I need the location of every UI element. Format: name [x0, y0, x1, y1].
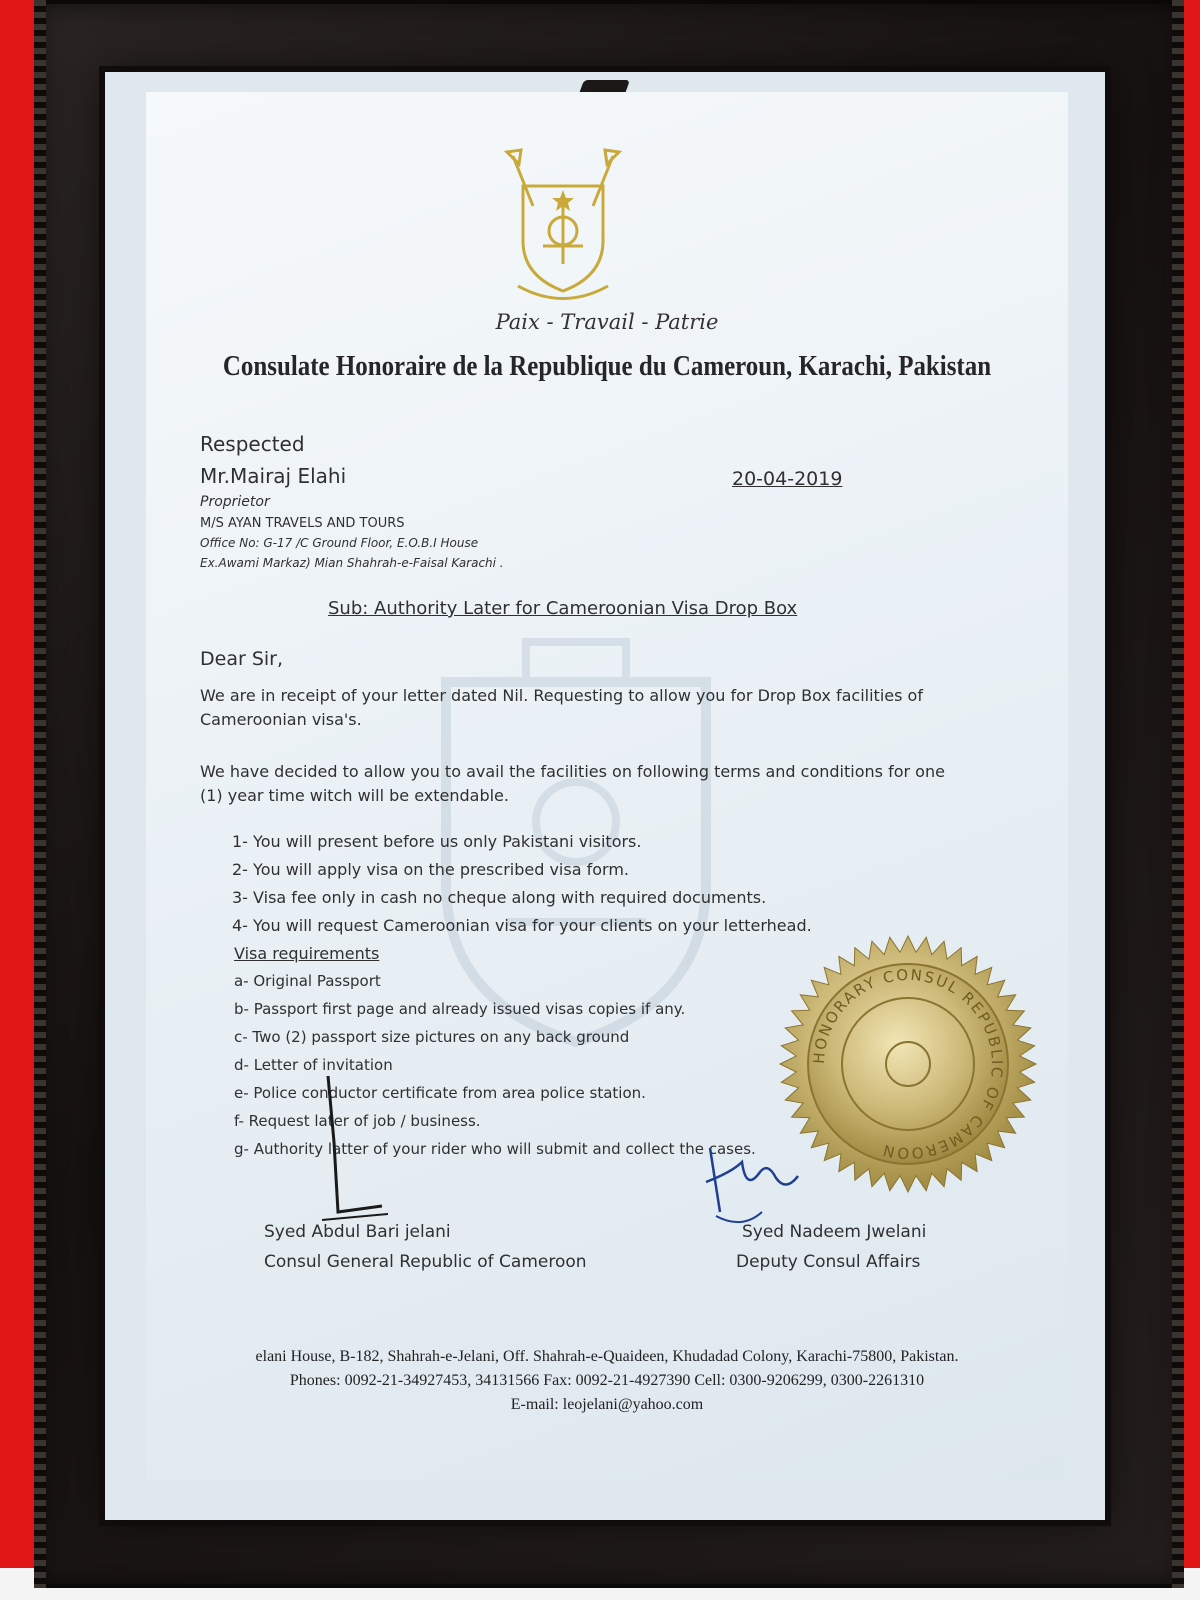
paragraph-2-line-1: We have decided to allow you to avail the facilities on following terms and conditions for one: [200, 762, 945, 781]
paragraph-1-line-2: Cameroonian visa's.: [200, 710, 362, 729]
footer-phones: Phones: 0092-21-34927453, 34131566 Fax: 0092-21-4927390 Cell: 0300-9206299, 0300-2261310: [289, 1372, 925, 1389]
requirements-heading: Visa requirements: [234, 944, 380, 963]
letter-paper: [146, 92, 1068, 1480]
left-signature: [312, 1072, 392, 1232]
greeting: Dear Sir,: [200, 648, 284, 670]
right-signatory-name: Syed Nadeem Jwelani: [742, 1222, 927, 1242]
right-signature: [702, 1142, 812, 1232]
letter-date: 20-04-2019: [732, 468, 843, 490]
left-signatory-name: Syed Abdul Bari jelani: [264, 1222, 451, 1242]
letterhead-motto: Paix - Travail - Patrie: [495, 310, 719, 334]
letterhead-title: Consulate Honoraire de la Republique du Cameroun, Karachi, Pakistan: [222, 350, 992, 382]
seal-text: HONORARY CONSUL REPUBLIC OF CAMEROON: [809, 965, 1007, 1163]
footer-email: E-mail: leojelani@yahoo.com: [510, 1396, 704, 1413]
requirement-item: c- Two (2) passport size pictures on any back ground: [234, 1028, 630, 1046]
requirement-item: d- Letter of invitation: [234, 1056, 393, 1074]
right-signatory-title: Deputy Consul Affairs: [736, 1252, 921, 1272]
requirement-item: a- Original Passport: [234, 972, 381, 990]
recipient-address-line2: Ex.Awami Markaz) Mian Shahrah-e-Faisal Karachi .: [200, 556, 504, 570]
footer-address: elani House, B-182, Shahrah-e-Jelani, Off. Shahrah-e-Quaideen, Khudadad Colony, Karachi-75800, Pakistan.: [255, 1348, 959, 1365]
salutation-respected: Respected: [200, 432, 305, 456]
paragraph-2-line-2: (1) year time witch will be extendable.: [200, 786, 509, 805]
requirement-item: e- Police conductor certificate from area police station.: [234, 1084, 646, 1102]
coat-of-arms-emblem: [503, 146, 623, 306]
left-signatory-title: Consul General Republic of Cameroon: [264, 1252, 587, 1272]
recipient-name: Mr.Mairaj Elahi: [200, 464, 347, 488]
consulate-gold-seal: [776, 932, 1040, 1196]
letter-subject: Sub: Authority Later for Cameroonian Visa Drop Box: [328, 598, 798, 619]
recipient-company: M/S AYAN TRAVELS AND TOURS: [200, 516, 405, 531]
requirement-item: g- Authority latter of your rider who will submit and collect the cases.: [234, 1140, 756, 1158]
term-item: 4- You will request Cameroonian visa for your clients on your letterhead.: [232, 916, 812, 935]
term-item: 3- Visa fee only in cash no cheque along with required documents.: [232, 888, 767, 907]
recipient-address-line1: Office No: G-17 /C Ground Floor, E.O.B.I House: [200, 536, 479, 550]
recipient-role: Proprietor: [200, 494, 270, 510]
term-item: 1- You will present before us only Pakistani visitors.: [232, 832, 642, 851]
requirement-item: f- Request later of job / business.: [234, 1112, 481, 1130]
paragraph-1-line-1: We are in receipt of your letter dated Nil. Requesting to allow you for Drop Box facilities of: [200, 686, 923, 705]
term-item: 2- You will apply visa on the prescribed visa form.: [232, 860, 629, 879]
requirement-item: b- Passport first page and already issued visas copies if any.: [234, 1000, 686, 1018]
